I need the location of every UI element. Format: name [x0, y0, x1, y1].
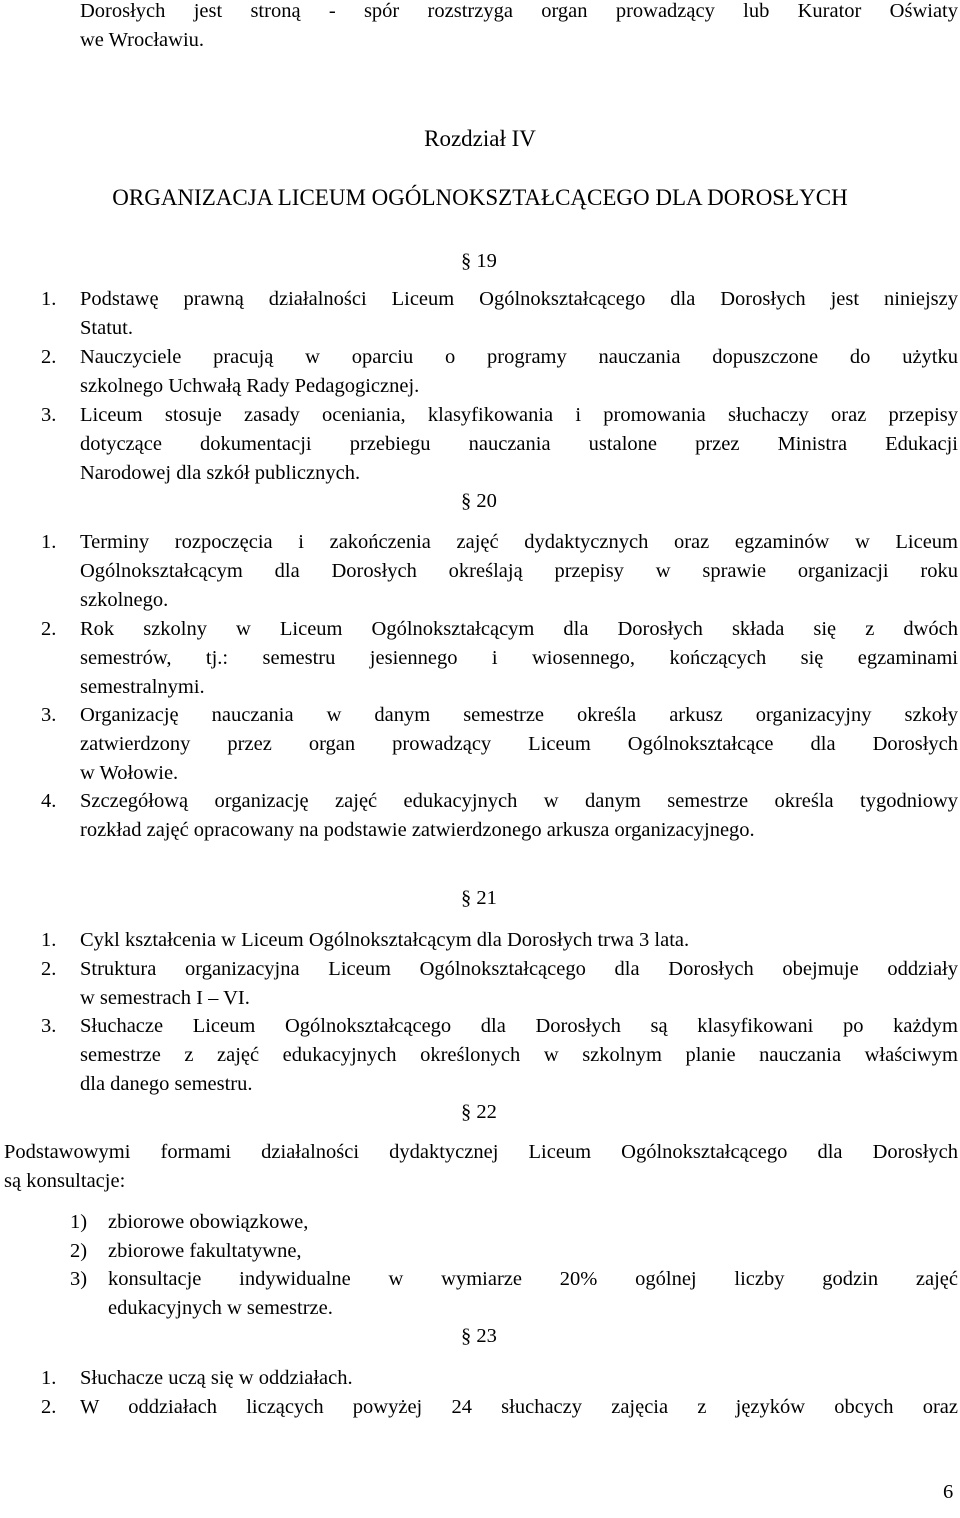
s19-item-2-number: 2.	[41, 346, 57, 368]
s20-item-2-line-2: semestrów, tj.: semestru jesiennego i wiosennego, kończących się egzaminami	[80, 647, 958, 669]
s22-item-1-line-1: zbiorowe obowiązkowe,	[108, 1211, 309, 1233]
s19-item-2-line-2: szkolnego Uchwałą Rady Pedagogicznej.	[80, 375, 420, 397]
s20-item-4-line-1: Szczegółową organizację zajęć edukacyjnych w danym semestrze określa tygodniowy	[80, 790, 958, 812]
chapter-title: Rozdział IV	[424, 126, 536, 151]
intro-line-1: Dorosłych jest stroną - spór rozstrzyga organ prowadzący lub Kurator Oświaty	[80, 0, 958, 22]
s19-item-1-line-1: Podstawę prawną działalności Liceum Ogólnokształcącego dla Dorosłych jest niniejszy	[80, 288, 958, 310]
s21-item-3-number: 3.	[41, 1015, 57, 1037]
s20-item-4-number: 4.	[41, 790, 57, 812]
s23-item-1-number: 1.	[41, 1367, 57, 1389]
page-number: 6	[943, 1481, 954, 1503]
s22-intro-line-1: Podstawowymi formami działalności dydaktycznej Liceum Ogólnokształcącego dla Dorosłych	[4, 1141, 958, 1163]
s20-item-3-line-1: Organizację nauczania w danym semestrze określa arkusz organizacyjny szkoły	[80, 704, 958, 726]
s20-item-3-number: 3.	[41, 704, 57, 726]
s20-item-2-number: 2.	[41, 618, 57, 640]
s22-intro-line-2: są konsultacje:	[4, 1170, 126, 1192]
s19-item-1-line-2: Statut.	[80, 317, 133, 339]
s19-item-3-line-2: dotyczące dokumentacji przebiegu nauczania ustalone przez Ministra Edukacji	[80, 433, 958, 455]
s21-item-1-number: 1.	[41, 929, 57, 951]
s22-item-3-line-1: konsultacje indywidualne w wymiarze 20% ogólnej liczby godzin zajęć	[108, 1268, 958, 1290]
s21-item-3-line-1: Słuchacze Liceum Ogólnokształcącego dla Dorosłych są klasyfikowani po każdym	[80, 1015, 958, 1037]
s20-item-1-line-1: Terminy rozpoczęcia i zakończenia zajęć dydaktycznych oraz egzaminów w Liceum	[80, 531, 958, 553]
s22-item-2-number: 2)	[70, 1240, 88, 1262]
s20-item-2-line-3: semestralnymi.	[80, 676, 205, 698]
intro-line-2: we Wrocławiu.	[80, 29, 205, 51]
s21-item-1-line-1: Cykl kształcenia w Liceum Ogólnokształcącym dla Dorosłych trwa 3 lata.	[80, 929, 690, 951]
s19-item-1-number: 1.	[41, 288, 57, 310]
section-22-heading: § 22	[461, 1101, 497, 1123]
section-23-heading: § 23	[461, 1325, 497, 1347]
section-19-heading: § 19	[461, 250, 497, 272]
s19-item-3-number: 3.	[41, 404, 57, 426]
s21-item-2-line-1: Struktura organizacyjna Liceum Ogólnokształcącego dla Dorosłych obejmuje oddziały	[80, 958, 958, 980]
s22-item-2-line-1: zbiorowe fakultatywne,	[108, 1240, 302, 1262]
s23-item-1-line-1: Słuchacze uczą się w oddziałach.	[80, 1367, 353, 1389]
section-21-heading: § 21	[461, 887, 497, 909]
s20-item-2-line-1: Rok szkolny w Liceum Ogólnokształcącym dla Dorosłych składa się z dwóch	[80, 618, 958, 640]
s22-item-1-number: 1)	[70, 1211, 88, 1233]
s20-item-3-line-2: zatwierdzony przez organ prowadzący Liceum Ogólnokształcące dla Dorosłych	[80, 733, 958, 755]
s20-item-4-line-2: rozkład zajęć opracowany na podstawie zatwierdzonego arkusza organizacyjnego.	[80, 819, 755, 841]
s21-item-2-line-2: w semestrach I – VI.	[80, 987, 250, 1009]
s22-item-3-number: 3)	[70, 1268, 88, 1290]
s23-item-2-number: 2.	[41, 1396, 57, 1418]
s20-item-1-line-3: szkolnego.	[80, 589, 169, 611]
s21-item-3-line-3: dla danego semestru.	[80, 1073, 253, 1095]
s22-item-3-line-2: edukacyjnych w semestrze.	[108, 1297, 333, 1319]
s20-item-1-line-2: Ogólnokształcącym dla Dorosłych określają przepisy w sprawie organizacji roku	[80, 560, 958, 582]
s19-item-2-line-1: Nauczyciele pracują w oparciu o programy nauczania dopuszczone do użytku	[80, 346, 958, 368]
chapter-subtitle: ORGANIZACJA LICEUM OGÓLNOKSZTAŁCĄCEGO DLA DOROSŁYCH	[112, 185, 848, 210]
section-20-heading: § 20	[461, 490, 497, 512]
s19-item-3-line-1: Liceum stosuje zasady oceniania, klasyfikowania i promowania słuchaczy oraz przepisy	[80, 404, 958, 426]
s19-item-3-line-3: Narodowej dla szkół publicznych.	[80, 462, 361, 484]
s20-item-3-line-3: w Wołowie.	[80, 762, 179, 784]
s21-item-2-number: 2.	[41, 958, 57, 980]
s21-item-3-line-2: semestrze z zajęć edukacyjnych określonych w szkolnym planie nauczania właściwym	[80, 1044, 958, 1066]
s23-item-2-line-1: W oddziałach liczących powyżej 24 słuchaczy zajęcia z języków obcych oraz	[80, 1396, 958, 1418]
s20-item-1-number: 1.	[41, 531, 57, 553]
